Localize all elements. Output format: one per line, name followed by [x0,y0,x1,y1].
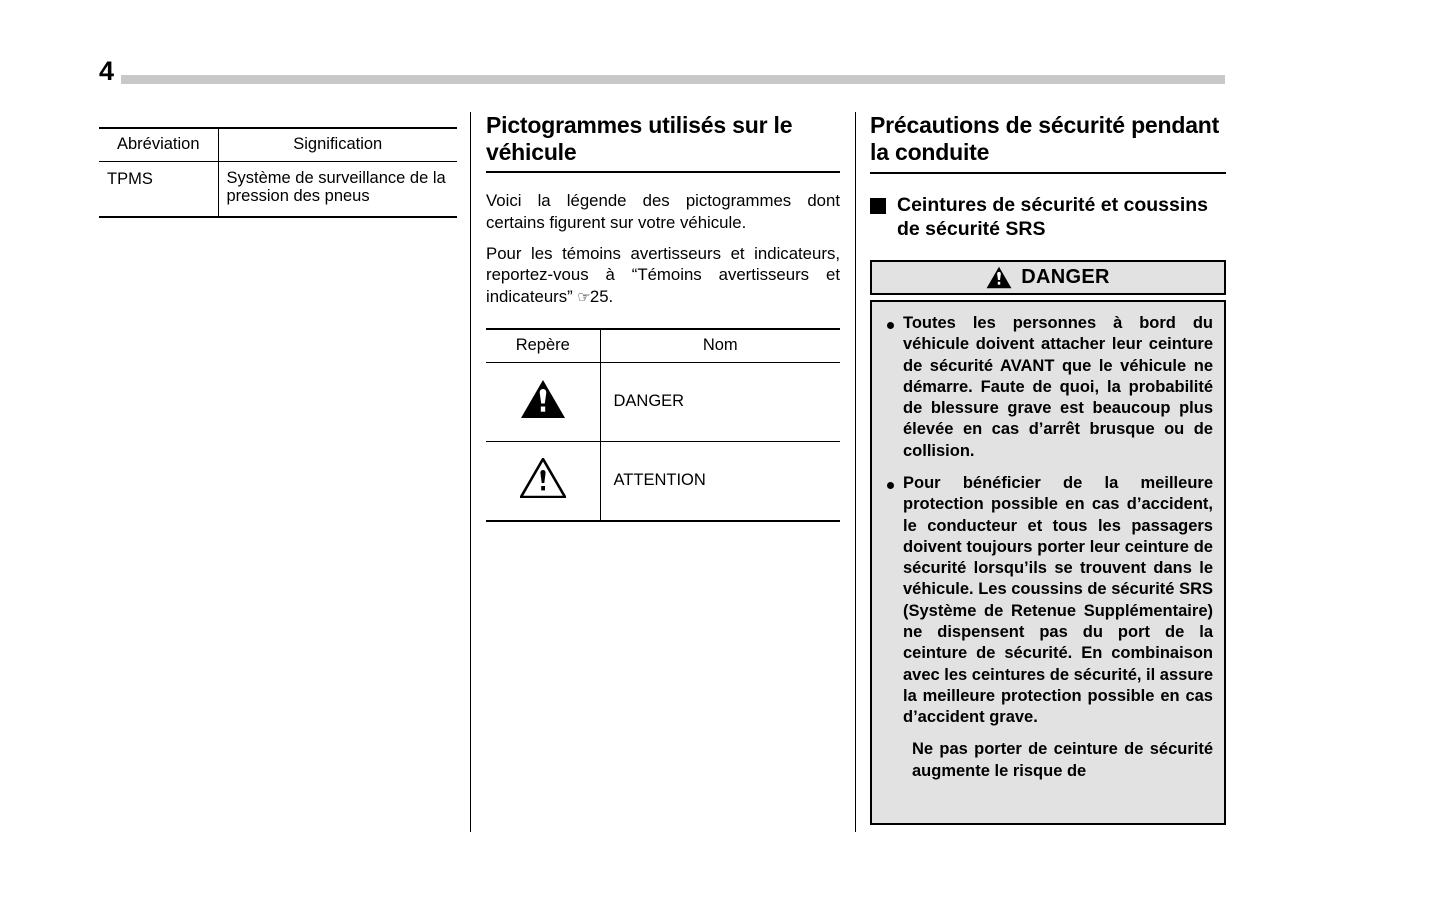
subheading-seatbelts-srs [870,194,1226,241]
square-bullet-icon [870,198,886,214]
abbrev-col-header: Abréviation [99,128,218,162]
bullet-dot-icon [887,482,894,489]
danger-bullet-item [881,313,1213,462]
meaning-col-header: Signification [218,128,457,162]
column-left [99,112,457,218]
abbreviation-table [99,127,457,218]
name-col-header: Nom [600,329,840,363]
section-heading-safety-precautions: Précautions de sécurité pendant la conduite [870,112,1226,174]
pictogram-table [486,328,840,522]
danger-continuation-text: Ne pas porter de ceinture de sécurité augmente le risque de [912,740,1213,780]
marker-col-header: Repère [486,329,600,363]
table-row [486,441,840,521]
danger-triangle-filled-icon [986,266,1012,289]
subheading-label: Ceintures de sécurité et coussins de sécurité SRS [897,194,1209,240]
table-header-row [99,128,457,162]
page-reference-number: 25. [589,286,614,306]
page-header [99,56,1229,90]
danger-triangle-filled-icon [520,379,566,424]
page-number: 4 [99,56,114,86]
pictogram-cell-attention [486,441,600,521]
danger-bullet-text: Pour bénéficier de la meilleure protection possible en cas d’accident, le conducteur et tous les passagers doivent toujours porter leur ceinture de sécurité lorsqu’ils se trouvent dans le véhicule. Les coussins de sécurité SRS (Système de Retenue Supplémentaire) ne dispensent pas du port de la ceinture de sécurité. En combinaison avec les ceintures de sécurité, il assure la meilleure protection possible en cas d’accident grave. [903,474,1214,727]
danger-banner [870,260,1226,295]
danger-banner-label: DANGER [1021,266,1110,289]
table-row [99,162,457,217]
danger-bullet-text: Toutes les personnes à bord du véhicule doivent attacher leur ceinture de sécurité AVANT que le véhicule ne démarre. Faute de quoi, la probabilité de blessure grave est beaucoup plus élevée en cas d’arrêt brusque ou de collision. [903,314,1213,460]
danger-bullet-item [881,473,1213,728]
section-heading-pictograms: Pictogrammes utilisés sur le véhicule [486,112,840,173]
pictogram-cell-danger [486,362,600,441]
header-rule [121,75,1225,84]
bullet-dot-icon [887,322,894,329]
intro-paragraph-1: Voici la légende des pictogrammes dont certains figurent sur votre véhicule. [486,191,840,232]
pictogram-name-danger: DANGER [600,362,840,441]
table-row [486,362,840,441]
column-divider-left [470,112,471,832]
column-middle [486,112,840,522]
abbrev-cell: TPMS [99,162,218,217]
warning-triangle-outline-icon [520,458,566,503]
meaning-cell: Système de surveillance de la pression des pneus [218,162,457,217]
table-header-row [486,329,840,363]
column-right [870,112,1226,825]
pointing-hand-icon: ☞ [577,287,590,306]
danger-content-box [870,300,1226,825]
pictogram-name-attention: ATTENTION [600,441,840,521]
column-divider-right [855,112,856,832]
intro-paragraph-2-text: Pour les témoins avertisseurs et indicateurs, reportez-vous à “Témoins avertisseurs et indicateurs” [486,243,840,306]
intro-paragraph-2 [486,243,840,307]
